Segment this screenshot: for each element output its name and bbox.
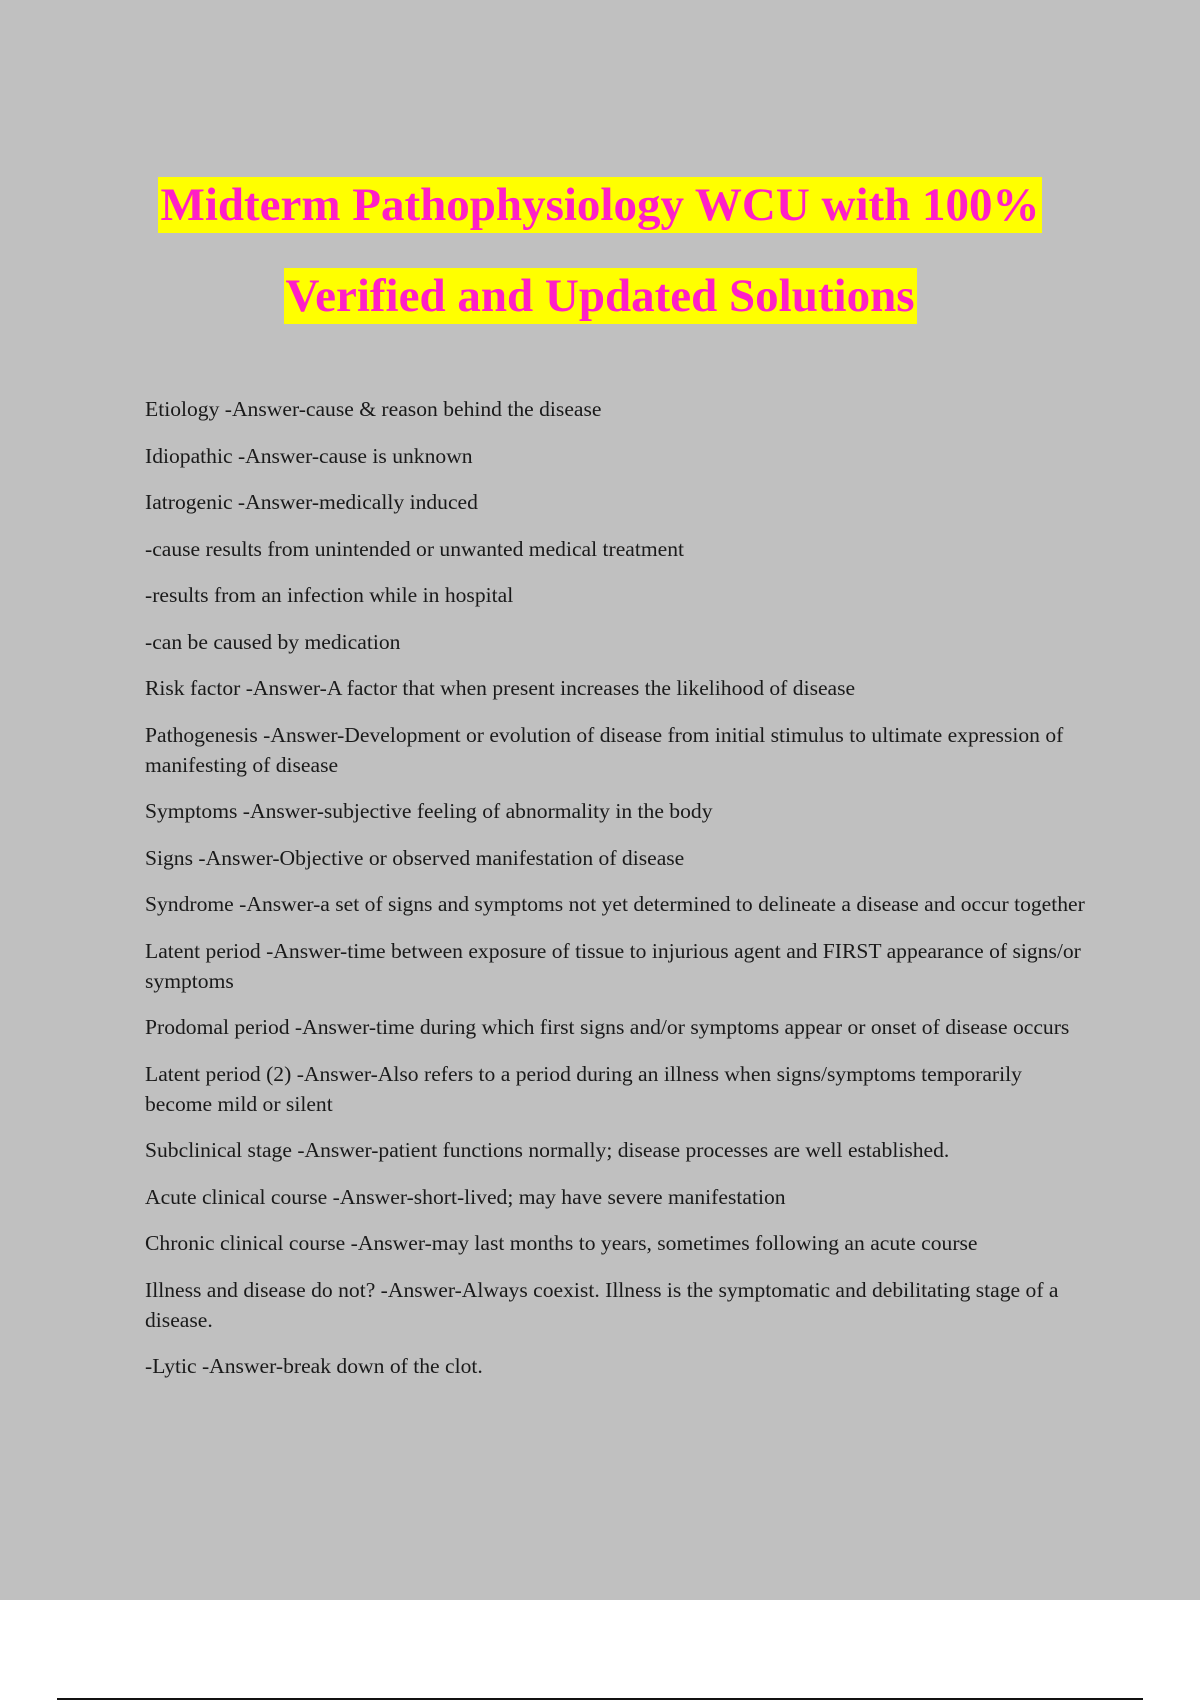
entry-symptoms: Symptoms -Answer-subjective feeling of abnormality in the body [145,799,713,823]
title-line-2: Verified and Updated Solutions [285,270,915,322]
entry-iatrogenic: Iatrogenic -Answer-medically induced [145,490,478,514]
entry-chronic-clinical-course: Chronic clinical course -Answer-may last months to years, sometimes following an acute course [145,1231,978,1255]
entry-idiopathic: Idiopathic -Answer-cause is unknown [145,443,473,468]
entry-signs: Signs -Answer-Objective or observed manifestation of disease [145,845,685,870]
entry-pathogenesis: Pathogenesis -Answer-Development or evolution of disease from initial stimulus to ultimate expression of manifesting of disease [145,722,1064,777]
entry-etiology: Etiology -Answer-cause & reason behind the disease [145,397,602,421]
entry-subclinical-stage: Subclinical stage -Answer-patient functions normally; disease processes are well established. [145,1138,950,1162]
entry-illness-and-disease: Illness and disease do not? -Answer-Always coexist. Illness is the symptomatic and debilitating stage of a disease. [145,1277,1059,1332]
entry-acute-clinical-course: Acute clinical course -Answer-short-lived; may have severe manifestation [145,1184,786,1209]
entry-lytic: -Lytic -Answer-break down of the clot. [145,1354,483,1378]
entry-latent-period-2: Latent period (2) -Answer-Also refers to a period during an illness when signs/symptoms temporarily become mild or silent [145,1061,1022,1116]
page-footer-area [0,1600,1200,1700]
entry-iatrogenic-detail-3: -can be caused by medication [145,629,401,654]
entry-risk-factor: Risk factor -Answer-A factor that when present increases the likelihood of disease [145,676,856,700]
entry-iatrogenic-detail-2: -results from an infection while in hospital [145,583,514,607]
entry-latent-period: Latent period -Answer-time between exposure of tissue to injurious agent and FIRST appearance of signs/or symptoms [145,938,1081,993]
flashcard-list [145,394,1090,1398]
entry-prodomal-period: Prodomal period -Answer-time during which first signs and/or symptoms appear or onset of disease occurs [145,1015,1070,1039]
document-title [0,160,1200,342]
title-line-1: Midterm Pathophysiology WCU with 100% [160,179,1040,231]
entry-iatrogenic-detail-1: -cause results from unintended or unwanted medical treatment [145,536,685,561]
entry-syndrome: Syndrome -Answer-a set of signs and symptoms not yet determined to delineate a disease and occur together [145,892,1085,916]
